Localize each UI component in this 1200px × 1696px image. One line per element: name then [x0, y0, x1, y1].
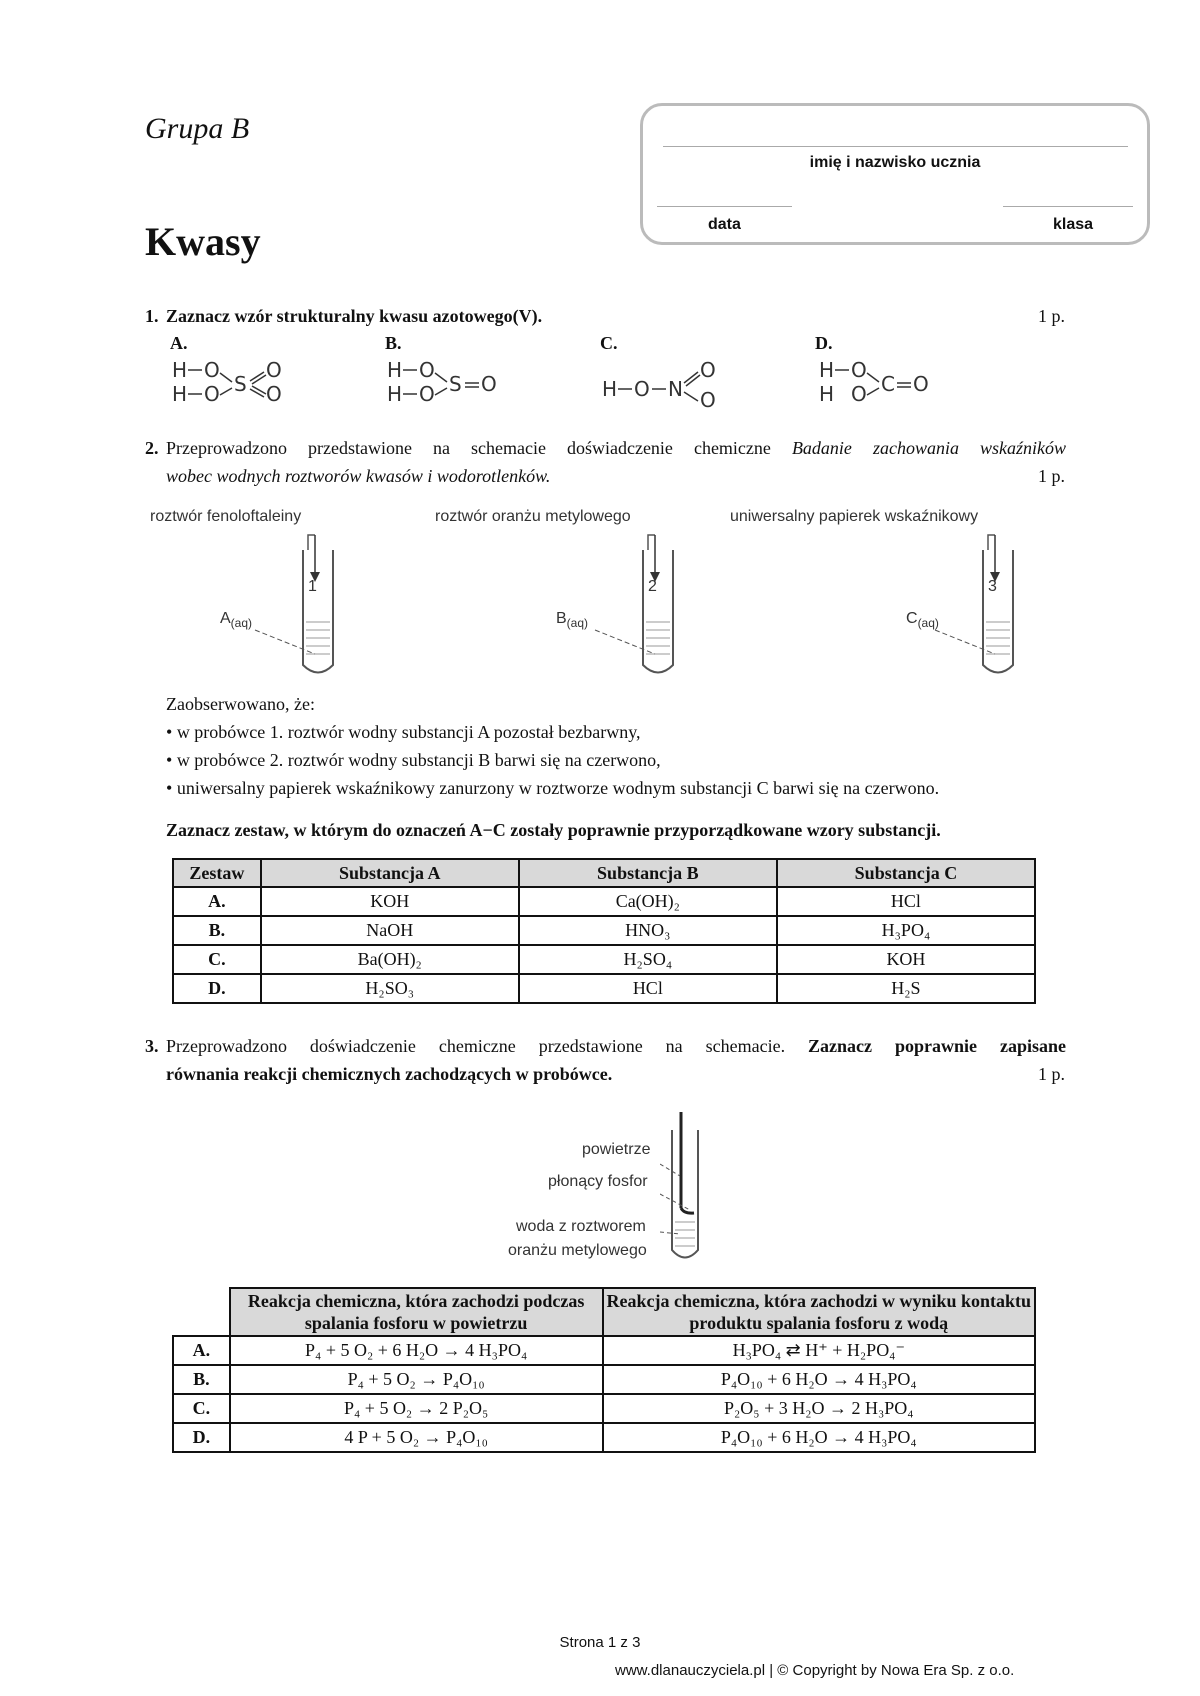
- q2-instruction: Zaznacz zestaw, w którym do oznaczeń A−C zostały poprawnie przyporządkowane wzory substancji.: [166, 820, 941, 840]
- svg-text:H: H: [387, 382, 403, 406]
- q3-row-b[interactable]: [173, 1365, 1035, 1394]
- q3-number: 3.: [145, 1036, 159, 1056]
- q2-row-label[interactable]: B.: [173, 916, 261, 945]
- svg-text:H: H: [172, 382, 188, 406]
- test-tube-3: [935, 535, 1013, 673]
- q3-cell: P₂O₅ + 3 H₂O → 2 H₃PO₄: [603, 1394, 1035, 1423]
- q2-cell: H₂SO₃: [261, 974, 519, 1003]
- svg-text:S: S: [449, 372, 462, 396]
- q1-option-b[interactable]: B.: [385, 333, 402, 353]
- page-title: Kwasy: [145, 219, 261, 264]
- q2-observed: Zaobserwowano, że:: [166, 694, 315, 714]
- q3-cell: P₄ + 5 O₂ → 2 P₂O₅: [230, 1394, 603, 1423]
- q1-structural-formulas: [160, 355, 1060, 415]
- svg-text:H: H: [172, 358, 188, 382]
- svg-text:S: S: [234, 372, 247, 396]
- formula-c: [602, 358, 716, 412]
- q2-row-b[interactable]: [173, 916, 1035, 945]
- tube3-number: 3: [988, 578, 997, 595]
- student-info-box: [640, 103, 1150, 245]
- label-burning-phosphorus: płonący fosfor: [548, 1173, 648, 1190]
- q2-cell: H₂SO₄: [519, 945, 777, 974]
- formula-b: [387, 358, 497, 406]
- q2-cell: HCl: [777, 887, 1035, 916]
- q1-number: 1.: [145, 306, 159, 326]
- substance-c-label: $C_{(aq)}$: [906, 610, 939, 631]
- q1-text: Zaznacz wzór strukturalny kwasu azotowego(V).: [166, 306, 543, 326]
- q1-option-a[interactable]: A.: [170, 333, 188, 353]
- q2-cell: KOH: [777, 945, 1035, 974]
- tube2-label: roztwór oranżu metylowego: [435, 508, 631, 525]
- label-methyl-orange: oranżu metylowego: [508, 1242, 647, 1259]
- svg-text:O: O: [634, 377, 650, 401]
- q3-cell: P₄ + 5 O₂ → P₄O₁₀: [230, 1365, 603, 1394]
- q3-points: 1 p.: [1038, 1064, 1065, 1084]
- class-line[interactable]: [1003, 206, 1133, 207]
- svg-text:O: O: [204, 382, 220, 406]
- q2-cell: Ca(OH)₂: [519, 887, 777, 916]
- q2-bullet-2: • w probówce 2. roztwór wodny substancji B barwi się na czerwono,: [166, 750, 661, 770]
- svg-text:O: O: [700, 388, 716, 412]
- q3-text-line2: równania reakcji chemicznych zachodzących w probówce.: [166, 1064, 613, 1084]
- q3-cell: P₄O₁₀ + 6 H₂O → 4 H₃PO₄: [603, 1365, 1035, 1394]
- substance-b-label: $B_{(aq)}$: [556, 610, 589, 631]
- q2-th-a: Substancja A: [261, 859, 519, 887]
- formula-d: [819, 358, 929, 406]
- label-water: woda z roztworem: [516, 1218, 646, 1235]
- svg-text:O: O: [851, 382, 867, 406]
- q3-row-label[interactable]: B.: [173, 1365, 230, 1394]
- substance-a-label: $A_{(aq)}$: [220, 610, 253, 631]
- q2-text-line1: Przeprowadzono przedstawione na schemacie doświadczenie chemiczne Badanie zachowania wskaźników: [166, 438, 1066, 458]
- q2-number: 2.: [145, 438, 159, 458]
- name-label: imię i nazwisko ucznia: [809, 154, 981, 171]
- q1-option-d[interactable]: D.: [815, 333, 833, 353]
- date-label: data: [708, 216, 741, 233]
- tube2-number: 2: [648, 578, 657, 595]
- q3-row-c[interactable]: [173, 1394, 1035, 1423]
- q1-option-c[interactable]: C.: [600, 333, 618, 353]
- svg-text:O: O: [419, 382, 435, 406]
- q2-cell: H₂S: [777, 974, 1035, 1003]
- tube3-label: uniwersalny papierek wskaźnikowy: [730, 508, 979, 525]
- svg-text:H: H: [602, 377, 618, 401]
- svg-text:H: H: [819, 382, 835, 406]
- group-label: Grupa B: [145, 112, 250, 145]
- q3-cell: H₃PO₄ ⇄ H⁺ + H₂PO₄⁻: [603, 1336, 1035, 1365]
- tube1-label: roztwór fenoloftaleiny: [150, 508, 302, 525]
- q3-row-d[interactable]: [173, 1423, 1035, 1452]
- q2-cell: HNO₃: [519, 916, 777, 945]
- svg-text:O: O: [700, 358, 716, 382]
- q2-row-c[interactable]: [173, 945, 1035, 974]
- q2-bullet-1: • w probówce 1. roztwór wodny substancji A pozostał bezbarwny,: [166, 722, 641, 742]
- q3-th-combustion: Reakcja chemiczna, która zachodzi podczas spalania fosforu w powietrzu: [230, 1288, 603, 1336]
- test-tubes-diagram: [150, 530, 1050, 680]
- q2-row-d[interactable]: [173, 974, 1035, 1003]
- q2-text-italic: Badanie zachowania wskaźników: [791, 438, 1066, 458]
- svg-text:O: O: [851, 358, 867, 382]
- q2-cell: NaOH: [261, 916, 519, 945]
- formula-a: [172, 358, 282, 406]
- test-tube-2: [595, 535, 673, 673]
- svg-text:H: H: [819, 358, 835, 382]
- q2-row-label[interactable]: A.: [173, 887, 261, 916]
- q2-cell: Ba(OH)₂: [261, 945, 519, 974]
- q2-points: 1 p.: [1038, 466, 1065, 486]
- q2-row-label[interactable]: C.: [173, 945, 261, 974]
- q3-cell: P₄O₁₀ + 6 H₂O → 4 H₃PO₄: [603, 1423, 1035, 1452]
- q3-cell: P₄ + 5 O₂ + 6 H₂O → 4 H₃PO₄: [230, 1336, 603, 1365]
- date-line[interactable]: [657, 206, 792, 207]
- q2-row-label[interactable]: D.: [173, 974, 261, 1003]
- svg-text:O: O: [481, 372, 497, 396]
- tube1-number: 1: [308, 578, 317, 595]
- q3-row-a[interactable]: [173, 1336, 1035, 1365]
- q2-th-set: Zestaw: [173, 859, 261, 887]
- svg-text:O: O: [266, 358, 282, 382]
- q2-th-c: Substancja C: [777, 859, 1035, 887]
- q3-row-label[interactable]: D.: [173, 1423, 230, 1452]
- class-label: klasa: [1053, 216, 1094, 233]
- phosphorus-tube-diagram: [660, 1110, 720, 1270]
- q1-points: 1 p.: [1038, 306, 1065, 326]
- q2-cell: HCl: [519, 974, 777, 1003]
- name-line[interactable]: [663, 146, 1128, 147]
- q2-th-b: Substancja B: [519, 859, 777, 887]
- q3-th-hydration: Reakcja chemiczna, która zachodzi w wyniku kontaktu produktu spalania fosforu z wodą: [603, 1288, 1035, 1336]
- test-tube-1: [255, 535, 333, 673]
- q2-bullet-3: • uniwersalny papierek wskaźnikowy zanurzony w roztworze wodnym substancji C barwi się na czerwono.: [166, 778, 940, 798]
- q2-cell: H₃PO₄: [777, 916, 1035, 945]
- page-number: Strona 1 z 3: [559, 1634, 641, 1651]
- q3-empty-corner: [173, 1288, 230, 1336]
- svg-text:H: H: [387, 358, 403, 382]
- q3-cell: 4 P + 5 O₂ → P₄O₁₀: [230, 1423, 603, 1452]
- q2-table: [172, 858, 1036, 1004]
- svg-text:O: O: [419, 358, 435, 382]
- svg-text:O: O: [266, 382, 282, 406]
- svg-text:C: C: [881, 372, 895, 396]
- q2-cell: KOH: [261, 887, 519, 916]
- copyright: www.dlanauczyciela.pl | © Copyright by Nowa Era Sp. z o.o.: [615, 1662, 1015, 1679]
- q3-table: [172, 1287, 1036, 1453]
- label-air: powietrze: [582, 1141, 651, 1158]
- q3-text-line1: Przeprowadzono doświadczenie chemiczne przedstawione na schemacie. Zaznacz poprawnie zapisane: [166, 1036, 1066, 1056]
- q3-row-label[interactable]: A.: [173, 1336, 230, 1365]
- svg-text:O: O: [204, 358, 220, 382]
- svg-text:N: N: [668, 377, 683, 401]
- q3-row-label[interactable]: C.: [173, 1394, 230, 1423]
- svg-text:O: O: [913, 372, 929, 396]
- q2-text-line2: wobec wodnych roztworów kwasów i wodorotlenków.: [166, 466, 551, 486]
- q2-row-a[interactable]: [173, 887, 1035, 916]
